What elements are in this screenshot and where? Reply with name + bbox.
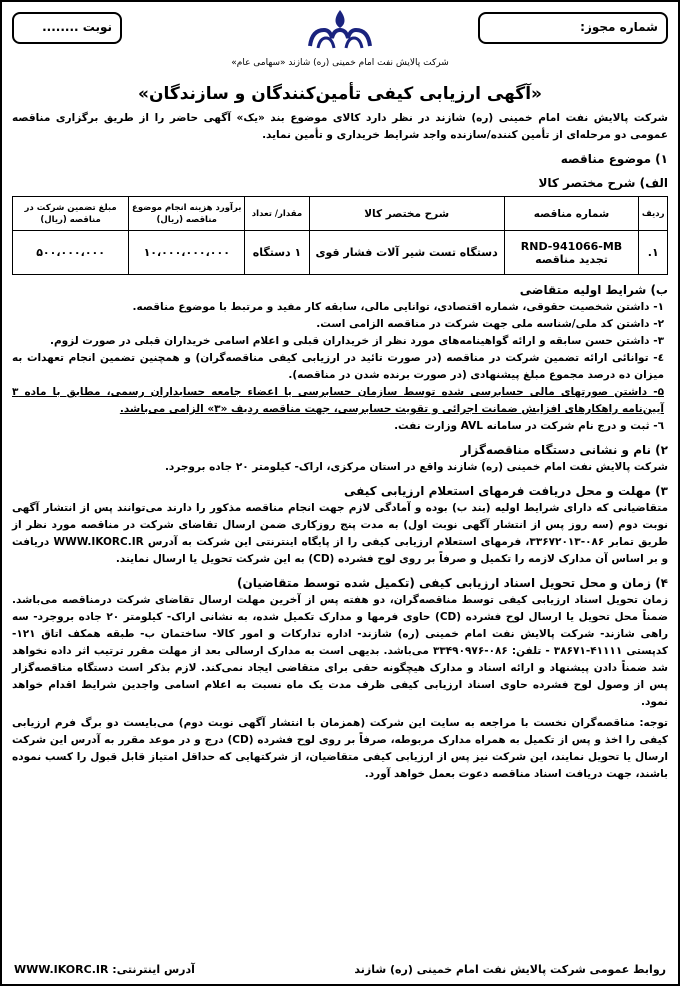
tender-note: تجدید مناقصه <box>535 252 608 266</box>
list-item: ۱- داشتن شخصیت حقوقی، شماره اقتصادی، توانایی مالی، سابقه کار مفید و مرتبط با موضوع مناقصه. <box>132 301 664 313</box>
note-paragraph <box>12 715 668 783</box>
section3-text: متقاضیانی که دارای شرایط اولیه (بند ب) بوده و آمادگی لازم جهت انجام مناقصه مذکور را دارند می‌توانند پس از انتشار آگهی نوبت دوم (سه روز پس از انتشار آگهی نوبت اول) به مدت پنج روزکاری ضمن ارسال تقاضای شرکت در مناقصه مورد نظر از طریق تمابر ۰۸۶-۳۳۶۷۲۰۱۳، فرمهای استعلام ارزیابی کیفی را از پایگاه اینترنتی این شرکت به آدرس WWW.IKORC.IR دریافت و بر اساس آن مدارک لازمه را تکمیل و صرفاً بر روی لوح فشرده (CD) به این شرکت تحویل یا ارسال نمایند. <box>12 502 668 565</box>
list-item: ۲- داشتن کد ملی/شناسه ملی جهت شرکت در مناقصه الزامی است. <box>316 318 664 330</box>
row-guarantee: ۵۰۰،۰۰۰،۰۰۰ <box>13 231 129 275</box>
company-subtitle: شرکت پالایش نفت امام خمینی (ره) شازند «سهامی عام» <box>231 58 449 68</box>
col-tender-no-header: شماره مناقصه <box>504 197 639 231</box>
permit-number-box: شماره مجوز: <box>478 12 668 44</box>
list-item: ۵- داشتن صورتهای مالی حسابرسی شده توسط سازمان حسابرسی یا اعضاء جامعه حسابداران رسمی، مطابق با ماده ۳ آیین‌نامه راهکارهای افزایش ضمانت اجرائی و تقویت حسابرسی، جهت مناقصه ردیف «۳» الزامی می‌باشد. <box>12 386 664 415</box>
col-quantity-header: مقدار/ تعداد <box>245 197 309 231</box>
section4-heading: ۴) زمان و محل تحویل اسناد ارزیابی کیفی (تکمیل شده توسط متقاضیان) <box>236 576 668 590</box>
notice-round-box: نوبت ........ <box>12 12 122 44</box>
col-description-header: شرح مختصر کالا <box>309 197 504 231</box>
table-row <box>13 231 668 275</box>
col-guarantee-header: مبلغ تضمین شرکت در مناقصه (ریال) <box>13 197 129 231</box>
list-item: ٤- توانائی ارائه تضمین شرکت در مناقصه (در صورت تائید در ارزیابی کیفی مناقصه‌گران) و همچنین تضمین انجام تعهدات به میزان ده درصد مجموع مبلغ پیشنهادی (در صورت برنده شدن در مناقصه). <box>12 352 664 381</box>
note-label: توجه: <box>639 717 668 729</box>
row-estimate: ۱۰،۰۰۰،۰۰۰،۰۰۰ <box>129 231 245 275</box>
row-quantity: ۱ دستگاه <box>245 231 309 275</box>
list-item: ۳- داشتن حسن سابقه و ارائه گواهینامه‌های مورد نظر از خریداران قبلی و اعلام اسامی خریداران قبلی در صورت لزوم. <box>49 335 664 347</box>
row-description: دستگاه تست شیر آلات فشار قوی <box>309 231 504 275</box>
section1-subheading: الف) شرح مختصر کالا <box>538 176 668 190</box>
col-estimate-header: برآورد هزینه انجام موضوع مناقصه (ریال) <box>129 197 245 231</box>
col-index-header: ردیف <box>639 197 668 231</box>
footer <box>14 963 666 976</box>
footer-signature: روابط عمومی شرکت پالایش نفت امام خمینی (ره) شازند <box>354 963 666 976</box>
tender-code: RND-941066-MB <box>520 239 623 253</box>
row-tender-no <box>504 231 639 275</box>
section-b-heading: ب) شرایط اولیه متقاضی <box>519 283 668 297</box>
footer-website-link[interactable]: WWW.IKORC.IR <box>14 963 109 976</box>
row-index: ۱. <box>639 231 668 275</box>
intro-paragraph: شرکت پالایش نفت امام خمینی (ره) شازند در نظر دارد کالای موضوع بند «یک» آگهی حاضر را از طریق برگزاری مناقصه عمومی دو مرحله‌ای از تأمین کننده/سازنده واجد شرایط خریداری و تأمین نماید. <box>12 112 668 141</box>
tender-items-table <box>12 196 668 275</box>
section4-text: زمان تحویل اسناد ارزیابی کیفی توسط مناقصه‌گران، دو هفته پس از آخرین مهلت ارسال تقاضای شرکت درمناقصه می‌باشد. ضمناً محل تحویل یا ارسال لوح فشرده (CD) حاوی فرمها و مدارک تکمیل شده، به نشانی اراک- کیلومتر ۲۰ جاده بروجرد- سه راهی شازند- شرکت پالایش نفت امام خمینی (ره) شازند- اداره تدارکات و امور کالا- ساختمان ب- طبقه همکف اتاق ۱۲۱- کدپستی ۴۱۱۱۱-۳۸۶۷۱ - تلفن: ۰۸۶-۳۳۴۹۰۹۷۶ می‌باشد. بدیهی است به مدارک ارسالی بعد از مهلت مقرر ترتیب اثر داده نخواهد شد ضمناً دادن پیشنهاد و ارائه اسناد و مدارک هیچگونه حقی برای متقاضی ایجاد نمی‌کند. لازم بذکر است دستگاه مناقصه‌گزار پس از وصول لوح فشرده حاوی اسناد ارزیابی کیفی ظرف مدت یک ماه نسبت به اعلام اسامی واجدین شرایط اقدام خواهد نمود. <box>12 594 668 708</box>
initial-conditions-list <box>12 299 668 435</box>
list-item: ٦- ثبت و درج نام شرکت در سامانه AVL وزارت نفت. <box>394 420 664 432</box>
notice-title: «آگهی ارزیابی کیفی تأمین‌کنندگان و سازندگان» <box>137 84 543 104</box>
table-header-row <box>13 197 668 231</box>
note-text: مناقصه‌گران نخست با مراجعه به سایت این شرکت (همزمان با انتشار آگهی نوبت دوم) می‌بایست دو برگ فرم ارزیابی کیفی را اخذ و پس از تکمیل به همراه مدارک مربوطه، صرفاً بر روی لوح فشرده (CD) درج و در موعد مقرر به آدرس این شرکت ارسال یا تحویل نمایند، این شرکت نیز پس از ارزیابی کیفی متقاضیان، از شرکتهایی که حداقل امتیاز قابل قبول را کسب نموده باشند، جهت دریافت اسناد مناقصه دعوت بعمل خواهد آورد. <box>12 717 668 780</box>
company-logo-icon <box>300 8 380 52</box>
section1-heading: ۱) موضوع مناقصه <box>560 152 668 166</box>
section2-text: شرکت پالایش نفت امام خمینی (ره) شازند واقع در استان مرکزی، اراک- کیلومتر ۲۰ جاده بروجرد. <box>164 461 668 473</box>
footer-address <box>14 963 195 976</box>
section2-heading: ۲) نام و نشانی دستگاه مناقصه‌گزار <box>460 443 668 457</box>
footer-address-label: آدرس اینترنتی: <box>112 963 195 976</box>
section3-heading: ۳) مهلت و محل دریافت فرمهای استعلام ارزیابی کیفی <box>344 484 668 498</box>
header <box>12 8 668 80</box>
